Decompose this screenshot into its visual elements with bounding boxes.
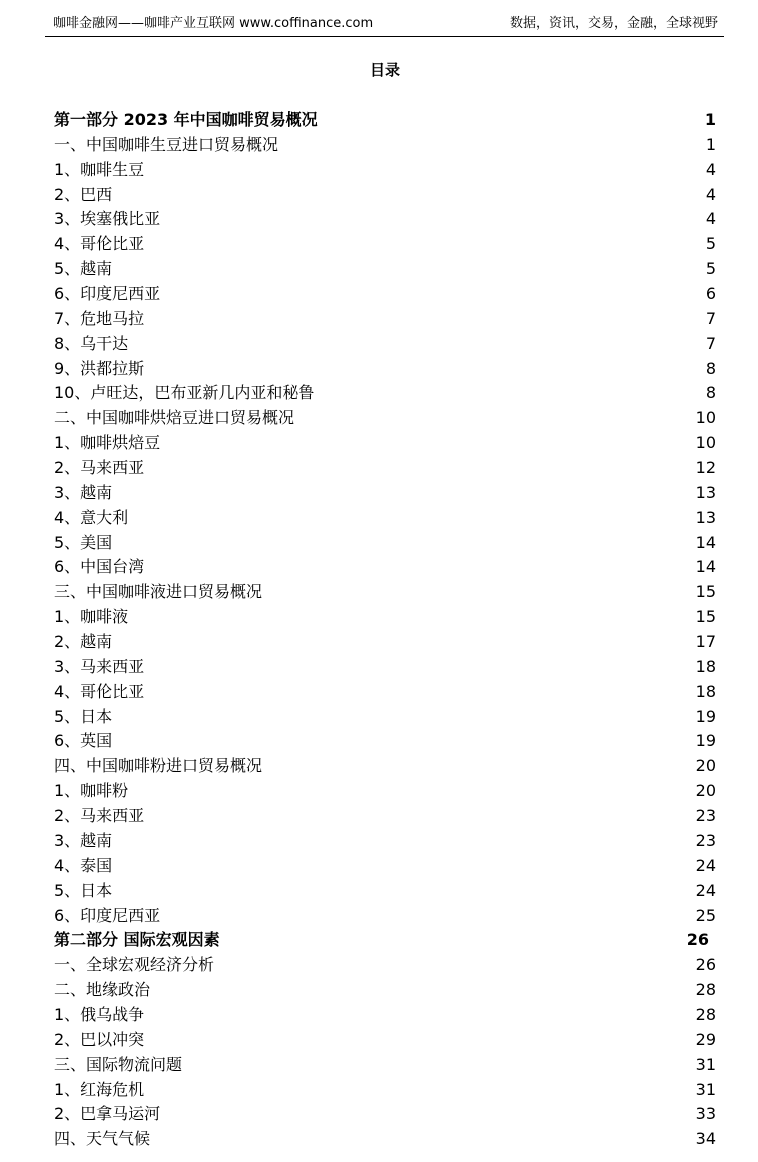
toc-entry-text: 2、巴以冲突 <box>54 1029 145 1049</box>
toc-entry-page: 5 <box>705 259 716 279</box>
toc-entry-page: 4 <box>705 209 716 229</box>
toc-entry-text: 1、咖啡液 <box>54 607 129 627</box>
toc-entry-text: 3、埃塞俄比亚 <box>54 209 161 229</box>
toc-entry-text: 4、哥伦比亚 <box>54 234 145 254</box>
toc-entry-text: 4、意大利 <box>54 507 129 527</box>
toc-entry-page: 34 <box>695 1129 716 1149</box>
toc-entry[interactable] <box>54 680 716 705</box>
toc-entry-text: 一、中国咖啡生豆进口贸易概况 <box>54 134 279 154</box>
header-site-name: 咖啡金融网——咖啡产业互联网 www.coffinance.com <box>53 16 374 31</box>
toc-entry[interactable] <box>54 257 716 282</box>
toc-entry-page: 7 <box>705 308 716 328</box>
toc-entry[interactable] <box>54 357 716 382</box>
toc-entry-text: 3、越南 <box>54 830 113 850</box>
toc-entry[interactable] <box>54 406 716 431</box>
toc-entry[interactable] <box>54 431 716 456</box>
toc-entry-text: 四、天气气候 <box>54 1129 151 1149</box>
toc-entry-text: 6、印度尼西亚 <box>54 905 161 925</box>
toc-entry[interactable] <box>54 978 716 1003</box>
toc-entry-text: 四、中国咖啡粉进口贸易概况 <box>54 756 263 776</box>
toc-entry-text: 4、泰国 <box>54 855 113 875</box>
toc-entry[interactable] <box>54 456 716 481</box>
toc-entry-text: 1、俄乌战争 <box>54 1004 145 1024</box>
toc-entry-page: 29 <box>695 1029 716 1049</box>
toc-entry[interactable] <box>54 580 716 605</box>
toc-entry[interactable] <box>54 655 716 680</box>
toc-entry-page: 10 <box>695 433 716 453</box>
toc-entry[interactable] <box>54 1127 716 1152</box>
toc-entry-text: 5、美国 <box>54 532 113 552</box>
toc-entry-page: 1 <box>704 110 716 129</box>
toc-entry-page: 28 <box>695 980 716 1000</box>
toc-entry-text: 第一部分 2023 年中国咖啡贸易概况 <box>54 110 318 129</box>
toc-entry[interactable] <box>54 879 716 904</box>
toc-entry-page: 26 <box>695 955 716 975</box>
toc-entry-text: 2、巴西 <box>54 184 113 204</box>
toc-entry-page: 12 <box>695 458 716 478</box>
toc-entry[interactable] <box>54 1102 716 1127</box>
toc-entry[interactable] <box>54 158 716 183</box>
toc-entry-text: 三、中国咖啡液进口贸易概况 <box>54 582 263 602</box>
toc-entry[interactable] <box>54 1078 716 1103</box>
toc-entry-text: 4、哥伦比亚 <box>54 681 145 701</box>
toc-entry-page: 15 <box>695 582 716 602</box>
toc-entry-text: 9、洪都拉斯 <box>54 358 145 378</box>
toc-entry[interactable] <box>54 904 716 929</box>
toc-entry-page: 6 <box>705 284 716 304</box>
toc-entry-page: 24 <box>695 880 716 900</box>
toc-entry[interactable] <box>54 133 716 158</box>
toc-entry-text: 1、红海危机 <box>54 1079 145 1099</box>
toc-entry[interactable] <box>54 1028 716 1053</box>
toc-entry-page: 20 <box>695 756 716 776</box>
toc-entry-text: 2、马来西亚 <box>54 458 145 478</box>
toc-entry-page: 15 <box>695 607 716 627</box>
toc-entry-page: 18 <box>695 656 716 676</box>
toc-entry-text: 三、国际物流问题 <box>54 1054 183 1074</box>
toc-entry-page: 4 <box>705 184 716 204</box>
toc-entry-page: 8 <box>705 383 716 403</box>
toc-entry[interactable] <box>54 630 716 655</box>
toc-entry[interactable] <box>54 108 716 133</box>
toc-entry-page: 10 <box>695 408 716 428</box>
toc-entry-page: 33 <box>695 1104 716 1124</box>
toc-entry[interactable] <box>54 332 716 357</box>
toc-entry-text: 6、中国台湾 <box>54 557 145 577</box>
toc-entry-text: 二、中国咖啡烘焙豆进口贸易概况 <box>54 408 295 428</box>
toc-entry[interactable] <box>54 282 716 307</box>
toc-entry-page: 5 <box>705 234 716 254</box>
toc-entry[interactable] <box>54 854 716 879</box>
toc-entry[interactable] <box>54 953 716 978</box>
toc-entry-text: 3、越南 <box>54 482 113 502</box>
toc-entry[interactable] <box>54 207 716 232</box>
toc-entry[interactable] <box>54 232 716 257</box>
toc-entry-text: 1、咖啡粉 <box>54 781 129 801</box>
toc-entry[interactable] <box>54 754 716 779</box>
toc-entry-page: 14 <box>695 532 716 552</box>
toc-entry-text: 5、日本 <box>54 880 113 900</box>
toc-entry-page: 13 <box>695 507 716 527</box>
toc-entry-page: 25 <box>695 905 716 925</box>
toc-entry-page: 31 <box>695 1079 716 1099</box>
toc-entry-text: 10、卢旺达，巴布亚新几内亚和秘鲁 <box>54 383 315 403</box>
toc-entry-page: 23 <box>695 806 716 826</box>
toc-entry-page: 19 <box>695 731 716 751</box>
toc-entry-text: 2、越南 <box>54 632 113 652</box>
page-header <box>45 14 724 37</box>
toc-entry[interactable] <box>54 555 716 580</box>
table-of-contents <box>54 108 716 1152</box>
toc-entry-page: 8 <box>705 358 716 378</box>
toc-entry-page: 31 <box>695 1054 716 1074</box>
toc-entry-text: 3、马来西亚 <box>54 656 145 676</box>
toc-entry-page: 1 <box>705 134 716 154</box>
toc-entry-page: 18 <box>695 681 716 701</box>
toc-entry-page: 20 <box>695 781 716 801</box>
toc-entry[interactable] <box>54 705 716 730</box>
toc-entry-page: 7 <box>705 333 716 353</box>
toc-entry[interactable] <box>54 729 716 754</box>
toc-entry[interactable] <box>54 779 716 804</box>
toc-entry-text: 6、英国 <box>54 731 113 751</box>
page-title: 目录 <box>369 61 400 79</box>
toc-entry-text: 1、咖啡烘焙豆 <box>54 433 161 453</box>
toc-entry-text: 二、地缘政治 <box>54 980 151 1000</box>
toc-entry[interactable] <box>54 307 716 332</box>
toc-entry-text: 5、越南 <box>54 259 113 279</box>
toc-entry-page: 4 <box>705 159 716 179</box>
toc-entry-page: 19 <box>695 706 716 726</box>
toc-entry-page: 23 <box>695 830 716 850</box>
toc-entry-page: 14 <box>695 557 716 577</box>
toc-entry-page: 13 <box>695 482 716 502</box>
toc-entry[interactable] <box>54 804 716 829</box>
toc-entry[interactable] <box>54 506 716 531</box>
toc-entry[interactable] <box>54 605 716 630</box>
toc-entry-text: 第二部分 国际宏观因素 <box>54 930 220 950</box>
toc-entry-page: 24 <box>695 855 716 875</box>
toc-entry-text: 2、马来西亚 <box>54 806 145 826</box>
toc-entry-text: 1、咖啡生豆 <box>54 159 145 179</box>
toc-entry-text: 8、乌干达 <box>54 333 129 353</box>
toc-entry-text: 5、日本 <box>54 706 113 726</box>
toc-entry-text: 2、巴拿马运河 <box>54 1104 161 1124</box>
toc-entry[interactable] <box>54 481 716 506</box>
toc-entry[interactable] <box>54 381 716 406</box>
toc-entry-text: 7、危地马拉 <box>54 308 145 328</box>
toc-entry-text: 6、印度尼西亚 <box>54 284 161 304</box>
toc-entry[interactable] <box>54 1003 716 1028</box>
toc-entry[interactable] <box>54 1053 716 1078</box>
toc-entry-page: 26 <box>686 930 709 950</box>
toc-entry-text: 一、全球宏观经济分析 <box>54 955 215 975</box>
toc-entry[interactable] <box>54 928 716 953</box>
toc-entry-page: 28 <box>695 1004 716 1024</box>
header-tagline: 数据，资讯，交易，金融，全球视野 <box>509 16 718 31</box>
toc-entry[interactable] <box>54 829 716 854</box>
toc-entry[interactable] <box>54 183 716 208</box>
toc-entry[interactable] <box>54 531 716 556</box>
toc-entry-page: 17 <box>695 632 716 652</box>
